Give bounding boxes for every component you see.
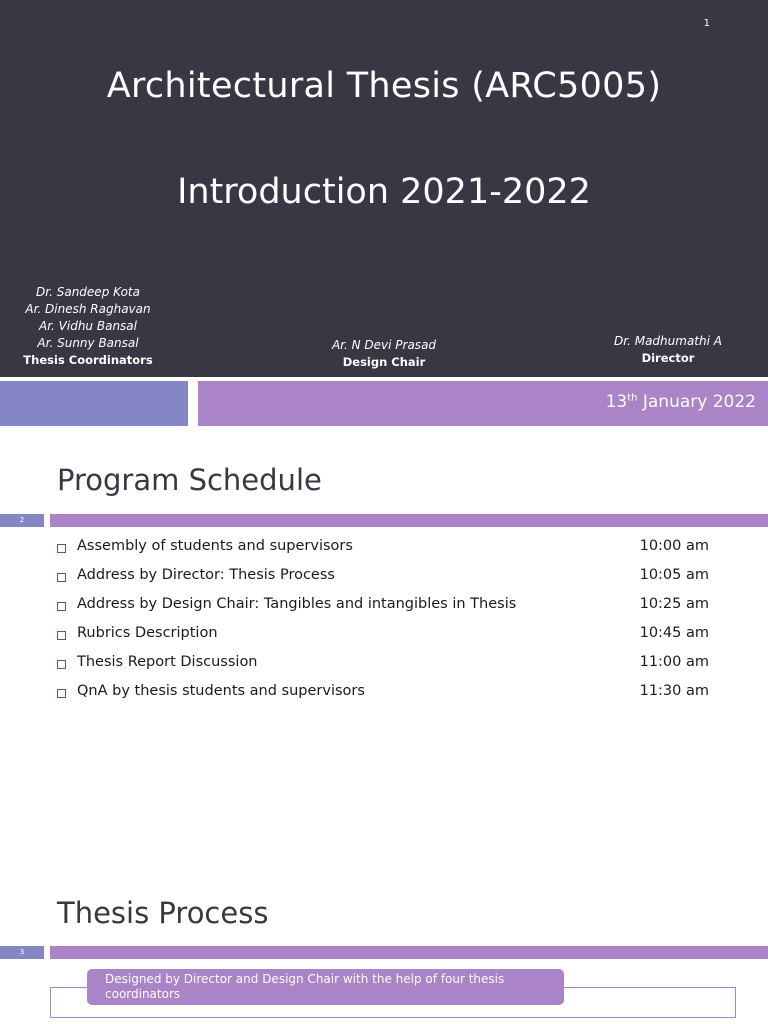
program-schedule-slide	[0, 427, 768, 857]
schedule-time: 10:25 am	[639, 596, 709, 612]
design-chair-name: Ar. N Devi Prasad	[331, 338, 437, 352]
schedule-item	[57, 683, 717, 712]
schedule-time: 11:00 am	[639, 654, 709, 670]
square-bullet-icon	[57, 544, 66, 553]
design-chair-role: Design Chair	[342, 355, 426, 369]
slide-title: Program Schedule	[57, 463, 322, 497]
presentation-date	[606, 392, 756, 412]
schedule-time: 10:05 am	[639, 567, 709, 583]
thesis-process-slide	[0, 857, 768, 1024]
schedule-item	[57, 538, 717, 567]
schedule-activity: Rubrics Description	[77, 625, 218, 641]
coordinator-name: Ar. Dinesh Raghavan	[25, 302, 151, 316]
schedule-time: 10:00 am	[639, 538, 709, 554]
schedule-item	[57, 567, 717, 596]
schedule-item	[57, 654, 717, 683]
title-divider	[50, 946, 768, 959]
square-bullet-icon	[57, 631, 66, 640]
director-name: Dr. Madhumathi A	[614, 334, 722, 348]
coordinator-name: Dr. Sandeep Kota	[36, 285, 140, 299]
schedule-activity: QnA by thesis students and supervisors	[77, 683, 365, 699]
decorative-band-left	[0, 381, 188, 426]
schedule-activity: Assembly of students and supervisors	[77, 538, 353, 554]
slide-number: 1	[703, 18, 710, 29]
presentation-title: Architectural Thesis (ARC5005)	[106, 66, 662, 106]
director	[598, 333, 738, 367]
director-role: Director	[641, 351, 695, 365]
square-bullet-icon	[57, 573, 66, 582]
square-bullet-icon	[57, 602, 66, 611]
schedule-activity: Address by Director: Thesis Process	[77, 567, 335, 583]
schedule-time: 11:30 am	[639, 683, 709, 699]
process-callout: Designed by Director and Design Chair with the help of four thesis coordinators	[87, 969, 564, 1005]
date-day: 13	[605, 392, 628, 412]
slide-number: 2	[0, 514, 44, 527]
schedule-activity: Thesis Report Discussion	[77, 654, 258, 670]
presentation-subtitle: Introduction 2021-2022	[177, 172, 591, 212]
slide-number: 3	[0, 946, 44, 959]
schedule-list	[57, 538, 717, 712]
date-month-year: January 2022	[637, 392, 756, 412]
title-divider	[50, 514, 768, 527]
square-bullet-icon	[57, 660, 66, 669]
coordinator-name: Ar. Vidhu Bansal	[39, 319, 137, 333]
thesis-coordinators	[18, 284, 158, 369]
date-suffix: th	[627, 392, 638, 404]
design-chair	[314, 337, 454, 371]
coordinator-role: Thesis Coordinators	[23, 353, 153, 367]
coordinator-name: Ar. Sunny Bansal	[37, 336, 139, 350]
schedule-time: 10:45 am	[639, 625, 709, 641]
slide-title: Thesis Process	[57, 896, 269, 930]
schedule-item	[57, 625, 717, 654]
schedule-activity: Address by Design Chair: Tangibles and intangibles in Thesis	[77, 596, 517, 612]
title-slide	[0, 0, 768, 427]
square-bullet-icon	[57, 689, 66, 698]
schedule-item	[57, 596, 717, 625]
